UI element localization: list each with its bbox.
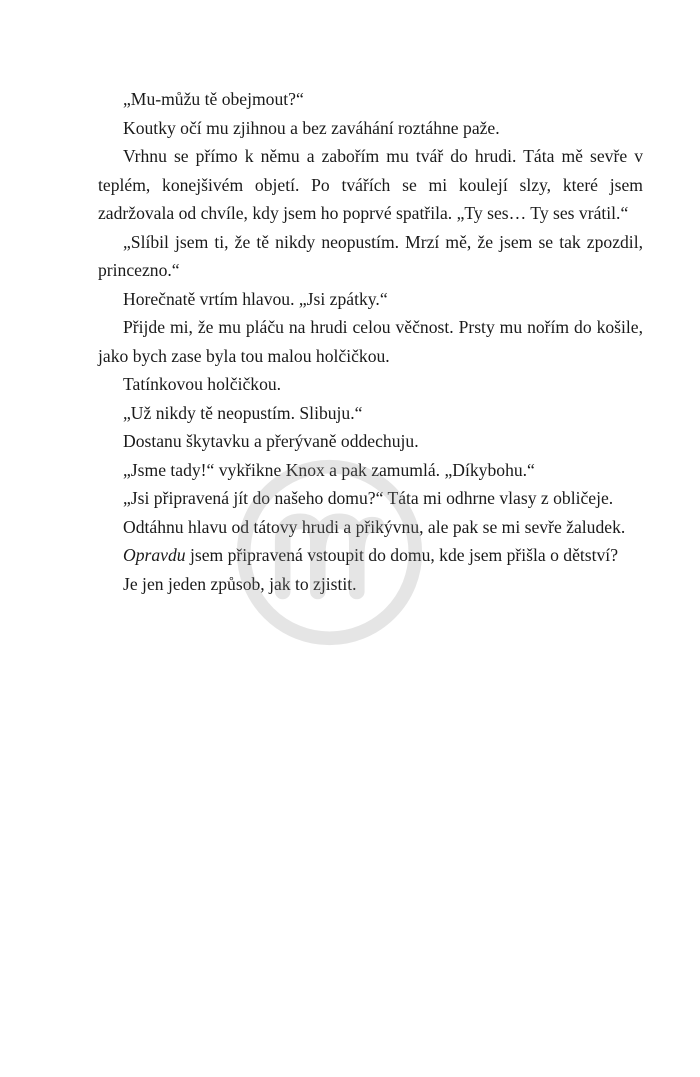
paragraph: Dostanu škytavku a přerývaně oddechuju. <box>123 431 419 451</box>
italic-emphasis: Opravdu <box>123 545 186 565</box>
paragraph: Tatínkovou holčičkou. <box>123 374 282 394</box>
paragraph: „Jsi připravená jít do našeho domu?“ Táta mi odhrne vlasy z obličeje. <box>123 488 614 508</box>
paragraph: Odtáhnu hlavu od tátovy hrudi a přikývnu, ale pak se mi sevře žaludek. <box>123 516 626 537</box>
paragraph: Horečnatě vrtím hlavou. „Jsi zpátky.“ <box>123 288 388 309</box>
paragraph: Je jen jeden způsob, jak to zjistit. <box>123 573 357 594</box>
paragraph: „Jsme tady!“ vykřikne Knox a pak zamumlá. „Díkybohu.“ <box>123 459 535 480</box>
paragraph: „Slíbil jsem ti, že tě nikdy neopustím. Mrzí mě, že jsem se tak zpozdil, princezno.“ <box>98 231 643 280</box>
paragraph: „Mu-můžu tě obejmout?“ <box>123 89 304 109</box>
paragraph: Přijde mi, že mu pláču na hrudi celou věčnost. Prsty mu nořím do košile, jako bych zase byla tou malou holčičkou. <box>98 317 643 366</box>
paragraph: Koutky očí mu zjihnou a bez zaváhání roztáhne paže. <box>123 117 500 138</box>
paragraph <box>98 541 643 570</box>
page-body-text <box>98 85 643 598</box>
paragraph-rest: jsem připravená vstoupit do domu, kde jsem přišla o dětství? <box>185 545 619 565</box>
paragraph: Vrhnu se přímo k němu a zabořím mu tvář do hrudi. Táta mě sevře v teplém, konejšivém objetí. Po tvářích se mi koulejí slzy, které jsem zadržovala od chvíle, kdy jsem ho poprvé spatřila. „Ty ses… Ty ses vrátil.“ <box>98 146 643 223</box>
paragraph: „Už nikdy tě neopustím. Slibuju.“ <box>123 402 363 423</box>
